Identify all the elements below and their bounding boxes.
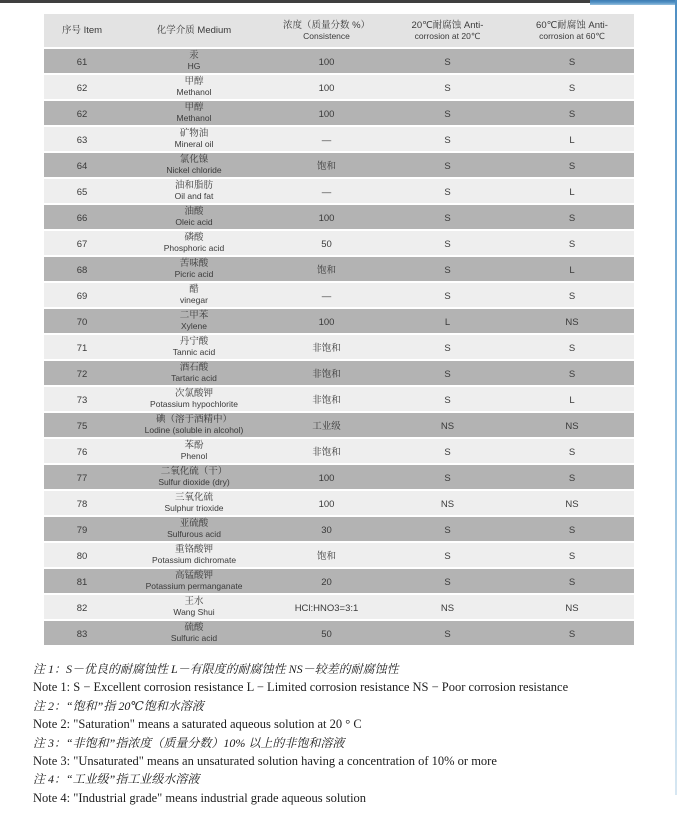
medium-name-en: Picric acid bbox=[174, 269, 214, 279]
anticorrosion-20-cell: NS bbox=[385, 491, 510, 515]
col-header-consistence bbox=[268, 14, 385, 47]
anticorrosion-60-cell: S bbox=[510, 465, 634, 489]
table-row bbox=[44, 387, 634, 411]
medium-cell bbox=[120, 543, 268, 567]
item-cell: 80 bbox=[44, 543, 120, 567]
medium-cell bbox=[120, 127, 268, 151]
anticorrosion-60-cell: S bbox=[510, 49, 634, 73]
note-2-cn: 注 2：“饱和”指 20℃饱和水溶液 bbox=[33, 698, 204, 713]
medium-cell bbox=[120, 595, 268, 619]
notes-section bbox=[33, 660, 653, 807]
col-header-item-label: 序号 Item bbox=[61, 25, 103, 36]
corrosion-resistance-table bbox=[44, 12, 634, 647]
table-row bbox=[44, 569, 634, 593]
col-header-anticorrosion-60-line2: corrosion at 60℃ bbox=[539, 30, 605, 41]
anticorrosion-20-cell: L bbox=[385, 309, 510, 333]
anticorrosion-20-cell: S bbox=[385, 465, 510, 489]
table-row bbox=[44, 361, 634, 385]
anticorrosion-20-cell: NS bbox=[385, 595, 510, 619]
item-cell: 63 bbox=[44, 127, 120, 151]
consistence-cell: 50 bbox=[268, 621, 385, 645]
table-row bbox=[44, 283, 634, 307]
medium-name-cn: 苯酚 bbox=[184, 440, 204, 451]
medium-name-en: Wang Shui bbox=[173, 607, 215, 617]
table-row bbox=[44, 153, 634, 177]
medium-name-en: Xylene bbox=[181, 321, 207, 331]
consistence-cell: 非饱和 bbox=[268, 387, 385, 411]
consistence-cell: 100 bbox=[268, 309, 385, 333]
item-cell: 69 bbox=[44, 283, 120, 307]
anticorrosion-60-cell: NS bbox=[510, 413, 634, 437]
item-cell: 71 bbox=[44, 335, 120, 359]
table-row bbox=[44, 127, 634, 151]
anticorrosion-20-cell: S bbox=[385, 387, 510, 411]
note-4-cn: 注 4：“工业级”指工业级水溶液 bbox=[33, 772, 200, 787]
medium-name-cn: 重铬酸钾 bbox=[174, 544, 213, 555]
medium-name-cn: 甲醇 bbox=[184, 102, 204, 113]
medium-cell bbox=[120, 413, 268, 437]
consistence-cell: 20 bbox=[268, 569, 385, 593]
item-cell: 66 bbox=[44, 205, 120, 229]
anticorrosion-60-cell: L bbox=[510, 257, 634, 281]
medium-name-cn: 亚硫酸 bbox=[179, 518, 209, 529]
consistence-cell: 50 bbox=[268, 231, 385, 255]
medium-name-en: Sulfur dioxide (dry) bbox=[158, 477, 230, 487]
anticorrosion-60-cell: S bbox=[510, 283, 634, 307]
medium-name-cn: 酒石酸 bbox=[179, 362, 209, 373]
anticorrosion-60-cell: S bbox=[510, 569, 634, 593]
item-cell: 65 bbox=[44, 179, 120, 203]
medium-name-cn: 碘（溶于酒精中） bbox=[155, 414, 232, 425]
medium-name-en: Sulphur trioxide bbox=[164, 503, 224, 513]
item-cell: 75 bbox=[44, 413, 120, 437]
note-4-en: Note 4: "Industrial grade" means industrial grade aqueous solution bbox=[33, 790, 367, 805]
anticorrosion-20-cell: S bbox=[385, 257, 510, 281]
medium-cell bbox=[120, 569, 268, 593]
medium-name-cn: 汞 bbox=[189, 50, 199, 61]
item-cell: 76 bbox=[44, 439, 120, 463]
anticorrosion-20-cell: S bbox=[385, 127, 510, 151]
item-cell: 77 bbox=[44, 465, 120, 489]
medium-name-cn: 二甲苯 bbox=[179, 310, 209, 321]
medium-name-cn: 硫酸 bbox=[184, 622, 204, 633]
table-row bbox=[44, 543, 634, 567]
consistence-cell: 非饱和 bbox=[268, 439, 385, 463]
consistence-cell: 100 bbox=[268, 49, 385, 73]
consistence-cell: 100 bbox=[268, 101, 385, 125]
note-3-en: Note 3: "Unsaturated" means an unsaturated solution having a concentration of 10% or more bbox=[33, 753, 497, 768]
medium-name-en: Oil and fat bbox=[174, 191, 214, 201]
medium-name-en: Potassium permanganate bbox=[145, 581, 243, 591]
medium-cell bbox=[120, 101, 268, 125]
medium-cell bbox=[120, 49, 268, 73]
medium-name-en: Lodine (soluble in alcohol) bbox=[144, 425, 244, 435]
col-header-item bbox=[44, 14, 120, 47]
item-cell: 64 bbox=[44, 153, 120, 177]
medium-cell bbox=[120, 179, 268, 203]
table-row bbox=[44, 101, 634, 125]
col-header-anticorrosion-20-line2: corrosion at 20℃ bbox=[414, 30, 481, 41]
table-body bbox=[44, 49, 634, 645]
anticorrosion-60-cell: L bbox=[510, 179, 634, 203]
medium-cell bbox=[120, 491, 268, 515]
table-row bbox=[44, 621, 634, 645]
medium-name-cn: 油和脂肪 bbox=[174, 180, 213, 191]
table-row bbox=[44, 309, 634, 333]
medium-cell bbox=[120, 75, 268, 99]
item-cell: 79 bbox=[44, 517, 120, 541]
anticorrosion-60-cell: S bbox=[510, 101, 634, 125]
anticorrosion-60-cell: NS bbox=[510, 595, 634, 619]
medium-name-cn: 苦味酸 bbox=[179, 258, 209, 269]
anticorrosion-20-cell: S bbox=[385, 231, 510, 255]
medium-cell bbox=[120, 153, 268, 177]
table-row bbox=[44, 179, 634, 203]
table-row bbox=[44, 465, 634, 489]
anticorrosion-60-cell: S bbox=[510, 517, 634, 541]
item-cell: 81 bbox=[44, 569, 120, 593]
medium-name-en: Phosphoric acid bbox=[163, 243, 225, 253]
table-row bbox=[44, 231, 634, 255]
col-header-medium bbox=[120, 14, 268, 47]
anticorrosion-20-cell: S bbox=[385, 283, 510, 307]
col-header-anticorrosion-20 bbox=[385, 14, 510, 47]
medium-cell bbox=[120, 335, 268, 359]
anticorrosion-60-cell: S bbox=[510, 335, 634, 359]
medium-cell bbox=[120, 205, 268, 229]
table-row bbox=[44, 517, 634, 541]
item-cell: 62 bbox=[44, 101, 120, 125]
medium-name-en: Tannic acid bbox=[172, 347, 216, 357]
consistence-cell: 饱和 bbox=[268, 543, 385, 567]
item-cell: 62 bbox=[44, 75, 120, 99]
anticorrosion-60-cell: S bbox=[510, 231, 634, 255]
medium-cell bbox=[120, 621, 268, 645]
medium-name-cn: 甲醇 bbox=[184, 76, 204, 87]
consistence-cell: 100 bbox=[268, 205, 385, 229]
medium-cell bbox=[120, 283, 268, 307]
medium-name-cn: 丹宁酸 bbox=[179, 336, 209, 347]
medium-name-cn: 二氧化硫（干） bbox=[160, 466, 228, 477]
anticorrosion-20-cell: S bbox=[385, 179, 510, 203]
anticorrosion-60-cell: S bbox=[510, 543, 634, 567]
anticorrosion-60-cell: S bbox=[510, 621, 634, 645]
item-cell: 61 bbox=[44, 49, 120, 73]
anticorrosion-60-cell: S bbox=[510, 75, 634, 99]
anticorrosion-60-cell: NS bbox=[510, 491, 634, 515]
consistence-cell: — bbox=[268, 179, 385, 203]
table-row bbox=[44, 413, 634, 437]
note-1-en: Note 1: S − Excellent corrosion resistance L − Limited corrosion resistance NS − Poor corrosion resistance bbox=[33, 680, 569, 695]
medium-name-en: Sulfuric acid bbox=[170, 633, 218, 643]
note-3-cn: 注 3：“非饱和”指浓度（质量分数）10% 以上的非饱和溶液 bbox=[33, 735, 345, 750]
medium-cell bbox=[120, 439, 268, 463]
medium-name-en: vinegar bbox=[180, 295, 208, 305]
medium-name-en: Oleic acid bbox=[175, 217, 213, 227]
col-header-consistence-label-en: Consistence bbox=[303, 30, 350, 41]
medium-name-cn: 三氧化硫 bbox=[174, 492, 213, 503]
table-header-row bbox=[44, 14, 634, 47]
anticorrosion-60-cell: NS bbox=[510, 309, 634, 333]
consistence-cell: 饱和 bbox=[268, 257, 385, 281]
table-row bbox=[44, 439, 634, 463]
table-row bbox=[44, 335, 634, 359]
item-cell: 83 bbox=[44, 621, 120, 645]
anticorrosion-20-cell: S bbox=[385, 101, 510, 125]
anticorrosion-60-cell: S bbox=[510, 361, 634, 385]
table-row bbox=[44, 75, 634, 99]
medium-name-en: HG bbox=[187, 61, 201, 71]
medium-name-en: Nickel chloride bbox=[166, 165, 222, 175]
anticorrosion-20-cell: S bbox=[385, 205, 510, 229]
item-cell: 67 bbox=[44, 231, 120, 255]
medium-cell bbox=[120, 231, 268, 255]
medium-name-cn: 醋 bbox=[189, 284, 199, 295]
table-row bbox=[44, 491, 634, 515]
anticorrosion-20-cell: S bbox=[385, 517, 510, 541]
col-header-anticorrosion-60 bbox=[510, 14, 634, 47]
medium-name-en: Sulfurous acid bbox=[167, 529, 221, 539]
anticorrosion-20-cell: S bbox=[385, 543, 510, 567]
consistence-cell: 非饱和 bbox=[268, 335, 385, 359]
top-border-accent-line bbox=[590, 0, 677, 5]
anticorrosion-60-cell: S bbox=[510, 205, 634, 229]
medium-name-en: Phenol bbox=[180, 451, 208, 461]
item-cell: 82 bbox=[44, 595, 120, 619]
consistence-cell: 100 bbox=[268, 465, 385, 489]
anticorrosion-20-cell: S bbox=[385, 153, 510, 177]
medium-cell bbox=[120, 257, 268, 281]
anticorrosion-20-cell: NS bbox=[385, 413, 510, 437]
medium-name-en: Mineral oil bbox=[174, 139, 214, 149]
col-header-anticorrosion-60-line1: 60℃耐腐蚀 Anti- bbox=[536, 19, 608, 31]
anticorrosion-20-cell: S bbox=[385, 75, 510, 99]
consistence-cell: 30 bbox=[268, 517, 385, 541]
consistence-cell: 工业级 bbox=[268, 413, 385, 437]
item-cell: 70 bbox=[44, 309, 120, 333]
anticorrosion-20-cell: S bbox=[385, 49, 510, 73]
medium-name-en: Potassium hypochlorite bbox=[150, 399, 238, 409]
anticorrosion-20-cell: S bbox=[385, 335, 510, 359]
col-header-medium-label: 化学介质 Medium bbox=[156, 25, 232, 36]
medium-name-cn: 王水 bbox=[184, 596, 204, 607]
table-row bbox=[44, 49, 634, 73]
medium-name-cn: 高锰酸钾 bbox=[174, 570, 213, 581]
medium-cell bbox=[120, 517, 268, 541]
col-header-anticorrosion-20-line1: 20℃耐腐蚀 Anti- bbox=[411, 19, 484, 31]
consistence-cell: 非饱和 bbox=[268, 361, 385, 385]
medium-name-en: Potassium dichromate bbox=[151, 555, 237, 565]
item-cell: 78 bbox=[44, 491, 120, 515]
medium-cell bbox=[120, 309, 268, 333]
consistence-cell: 饱和 bbox=[268, 153, 385, 177]
medium-cell bbox=[120, 387, 268, 411]
medium-name-cn: 磷酸 bbox=[184, 232, 204, 243]
consistence-cell: 100 bbox=[268, 491, 385, 515]
table-row bbox=[44, 595, 634, 619]
medium-name-cn: 油酸 bbox=[184, 206, 204, 217]
consistence-cell: HCl:HNO3=3:1 bbox=[268, 595, 385, 619]
note-1-cn: 注 1：S－优良的耐腐蚀性 L－有限度的耐腐蚀性 NS－较差的耐腐蚀性 bbox=[33, 662, 399, 676]
medium-name-en: Tartaric acid bbox=[171, 373, 217, 383]
medium-name-cn: 矿物油 bbox=[179, 128, 209, 139]
medium-name-en: Methanol bbox=[176, 87, 212, 97]
anticorrosion-20-cell: S bbox=[385, 569, 510, 593]
medium-cell bbox=[120, 465, 268, 489]
anticorrosion-60-cell: L bbox=[510, 387, 634, 411]
item-cell: 73 bbox=[44, 387, 120, 411]
top-border-dark-line bbox=[0, 0, 590, 3]
note-2-en: Note 2: "Saturation" means a saturated aqueous solution at 20 ° C bbox=[33, 717, 362, 732]
table-row bbox=[44, 205, 634, 229]
consistence-cell: — bbox=[268, 283, 385, 307]
medium-name-cn: 氯化镍 bbox=[179, 154, 209, 165]
anticorrosion-20-cell: S bbox=[385, 361, 510, 385]
medium-cell bbox=[120, 361, 268, 385]
consistence-cell: — bbox=[268, 127, 385, 151]
medium-name-cn: 次氯酸钾 bbox=[174, 388, 213, 399]
anticorrosion-60-cell: S bbox=[510, 153, 634, 177]
col-header-consistence-label-cn: 浓度（质量分数 %） bbox=[282, 19, 371, 31]
item-cell: 72 bbox=[44, 361, 120, 385]
anticorrosion-20-cell: S bbox=[385, 621, 510, 645]
anticorrosion-60-cell: L bbox=[510, 127, 634, 151]
anticorrosion-20-cell: S bbox=[385, 439, 510, 463]
item-cell: 68 bbox=[44, 257, 120, 281]
anticorrosion-60-cell: S bbox=[510, 439, 634, 463]
consistence-cell: 100 bbox=[268, 75, 385, 99]
medium-name-en: Methanol bbox=[176, 113, 212, 123]
table-row bbox=[44, 257, 634, 281]
